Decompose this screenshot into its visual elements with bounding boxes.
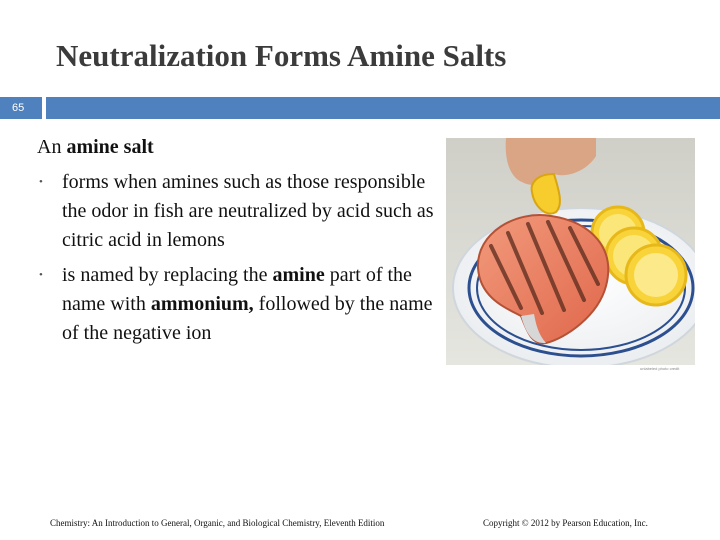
footer-book-title: Chemistry: An Introduction to General, Organic, and Biological Chemistry, Eleventh Edition — [50, 518, 385, 528]
photo-credit: unlabeled photo credit — [640, 366, 680, 371]
bullet-term: amine — [272, 264, 325, 286]
bullet-text: part of the name with — [62, 264, 412, 315]
lead-term: amine salt — [66, 136, 154, 158]
slide-body — [37, 133, 437, 348]
bullet-item — [37, 261, 437, 348]
salmon-lemon-illustration — [446, 138, 695, 365]
footer-copyright: Copyright © 2012 by Pearson Education, Inc. — [483, 518, 648, 528]
slide-number — [0, 97, 42, 119]
salmon-lemon-photo — [446, 138, 695, 365]
bullet-list — [37, 168, 437, 348]
slide-title: Neutralization Forms Amine Salts — [56, 38, 507, 73]
bullet-text: forms when amines such as those responsible the odor in fish are neutralized by acid such as citric acid in lemons — [62, 171, 434, 251]
lead-text: An — [37, 136, 62, 158]
lead-line — [37, 133, 437, 162]
bullet-term: ammonium, — [150, 293, 254, 315]
bullet-text: followed by the name of the negative ion — [62, 293, 433, 344]
title-accent-bar — [46, 97, 720, 119]
slide-number-label: 65 — [12, 102, 25, 114]
bullet-text: is named by replacing the — [62, 264, 268, 286]
bullet-item — [37, 168, 437, 255]
